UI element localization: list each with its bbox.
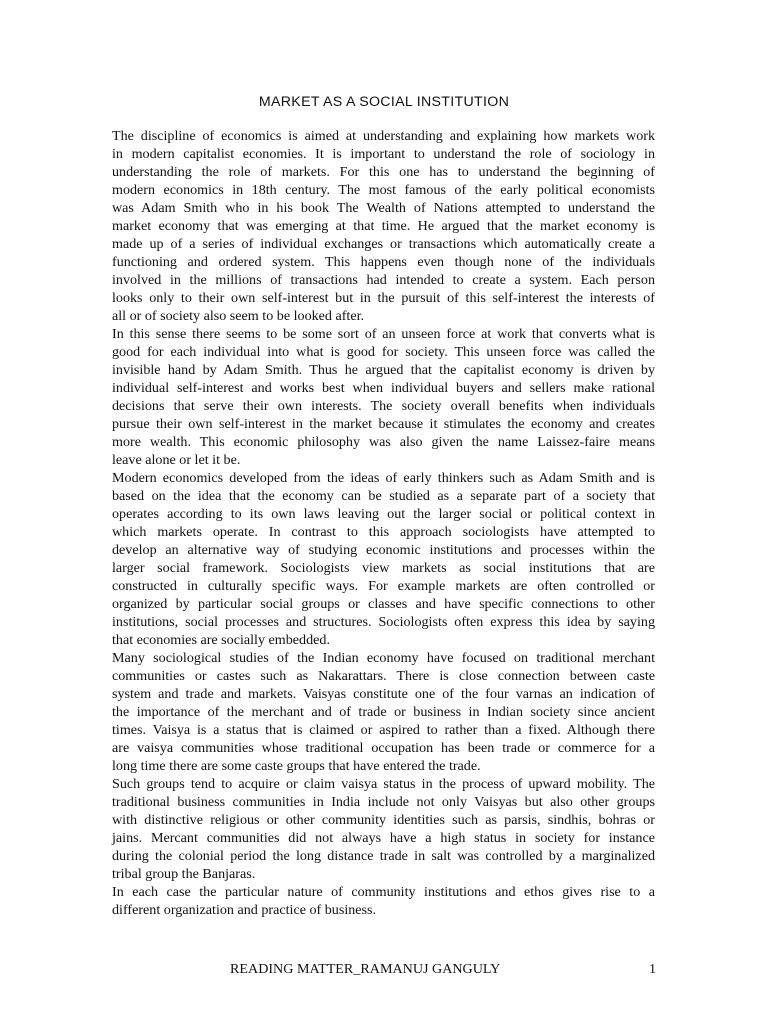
text-line: develop an alternative way of studying economic institutions and processes within the	[112, 542, 655, 558]
paragraph	[112, 127, 655, 325]
text-line: that economies are socially embedded.	[112, 632, 330, 648]
text-line: organized by particular social groups or classes and have specific connections to other	[112, 596, 655, 612]
text-line: with distinctive religious or other community identities such as parsis, sindhis, bohras or	[112, 812, 655, 828]
paragraph	[112, 325, 655, 469]
text-line: constructed in culturally specific ways. For example markets are often controlled or	[112, 578, 655, 594]
page-number: 1	[648, 961, 656, 977]
text-line: was Adam Smith who in his book The Wealth of Nations attempted to understand the	[112, 200, 655, 216]
text-line: during the colonial period the long distance trade in salt was controlled by a marginalized	[112, 848, 655, 864]
text-line: system and trade and markets. Vaisyas constitute one of the four varnas an indication of	[112, 686, 655, 702]
text-line: individual self-interest and works best when individual buyers and sellers make rational	[112, 380, 655, 396]
paragraph	[112, 649, 655, 775]
text-line: larger social framework. Sociologists view markets as social institutions that are	[112, 560, 655, 576]
text-line: pursue their own self-interest in the market because it stimulates the economy and creates	[112, 416, 655, 432]
paragraph	[112, 469, 655, 649]
text-line: communities or castes such as Nakarattars. There is close connection between caste	[112, 668, 655, 684]
text-line: modern economics in 18th century. The most famous of the early political economists	[112, 182, 655, 198]
text-line: market economy that was emerging at that time. He argued that the market economy is	[112, 218, 655, 234]
paragraph	[112, 775, 655, 883]
text-line: operates according to its own laws leaving out the larger social or political context in	[112, 506, 655, 522]
text-line: traditional business communities in India include not only Vaisyas but also other groups	[112, 794, 655, 810]
text-line: in modern capitalist economies. It is important to understand the role of sociology in	[112, 146, 655, 162]
text-line: which markets operate. In contrast to this approach sociologists have attempted to	[112, 524, 655, 540]
text-line: times. Vaisya is a status that is claimed or aspired to rather than a fixed. Although there	[112, 722, 655, 738]
text-line: more wealth. This economic philosophy was also given the name Laissez-faire means	[112, 434, 655, 450]
text-line: In this sense there seems to be some sort of an unseen force at work that converts what is	[112, 326, 655, 342]
text-line: good for each individual into what is good for society. This unseen force was called the	[112, 344, 655, 360]
footer-label: READING MATTER_RAMANUJ GANGULY	[230, 961, 501, 977]
text-line: the importance of the merchant and of trade or business in Indian society since ancient	[112, 704, 655, 720]
text-line: Many sociological studies of the Indian economy have focused on traditional merchant	[112, 650, 655, 666]
text-line: looks only to their own self-interest but in the pursuit of this self-interest the interests of	[112, 290, 655, 306]
text-line: made up of a series of individual exchanges or transactions which automatically create a	[112, 236, 655, 252]
text-line: institutions, social processes and structures. Sociologists often express this idea by saying	[112, 614, 655, 630]
document-body	[112, 127, 655, 919]
text-line: In each case the particular nature of community institutions and ethos gives rise to a	[112, 884, 655, 900]
text-line: are vaisya communities whose traditional occupation has been trade or commerce for a	[112, 740, 655, 756]
text-line: The discipline of economics is aimed at understanding and explaining how markets work	[112, 128, 655, 144]
paragraph	[112, 883, 655, 919]
text-line: Such groups tend to acquire or claim vaisya status in the process of upward mobility. The	[112, 776, 655, 792]
text-line: jains. Mercant communities did not always have a high status in society for instance	[112, 830, 655, 846]
text-line: decisions that serve their own interests. The society overall benefits when individuals	[112, 398, 655, 414]
text-line: Modern economics developed from the ideas of early thinkers such as Adam Smith and is	[112, 470, 655, 486]
text-line: long time there are some caste groups that have entered the trade.	[112, 758, 481, 774]
text-line: leave alone or let it be.	[112, 452, 241, 468]
text-line: functioning and ordered system. This happens even though none of the individuals	[112, 254, 655, 270]
text-line: understanding the role of markets. For this one has to understand the beginning of	[112, 164, 655, 180]
document-title: MARKET AS A SOCIAL INSTITUTION	[258, 94, 510, 110]
text-line: different organization and practice of business.	[112, 902, 377, 918]
text-line: based on the idea that the economy can be studied as a separate part of a society that	[112, 488, 655, 504]
text-line: tribal group the Banjaras.	[112, 866, 256, 882]
text-line: involved in the millions of transactions had intended to create a system. Each person	[112, 272, 655, 288]
text-line: invisible hand by Adam Smith. Thus he argued that the capitalist economy is driven by	[112, 362, 655, 378]
text-line: all or of society also seem to be looked after.	[112, 308, 365, 324]
